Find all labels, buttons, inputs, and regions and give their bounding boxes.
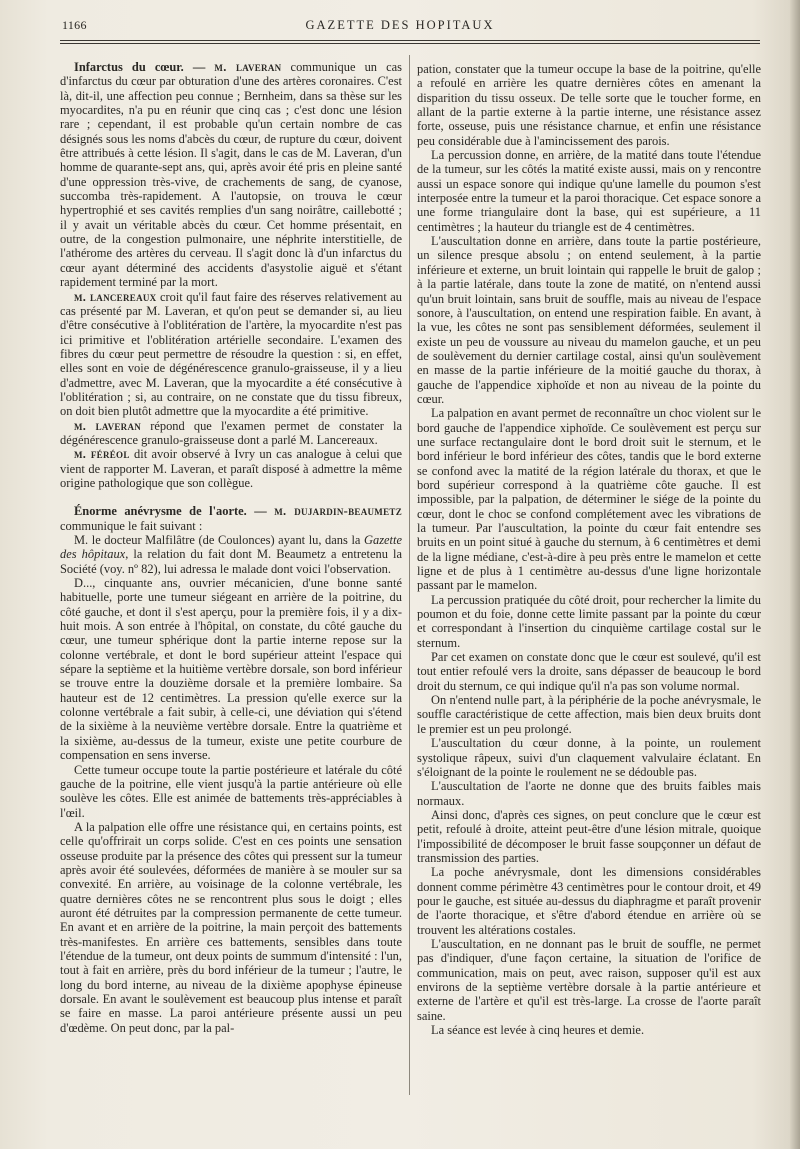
paragraph-text: croit qu'il faut faire des réserves relativement au cas présenté par M. Laveran, et qu'on peut se demander si, au lieu d'être consécutive à l'oblitération de l'artère, la myocardite n'est pas ici primitive et l'oblitération artérielle secondaire. L'examen des fibres du cœur peut permettre de résoudre la question : si, en effet, elles sont en voie de dégénérescence granulo-graisseuse, il y a lieu d'admettre, avec M. Laveran, que la myocardite a été consécutive à l'oblitération ; si, au contraire, on ne constate que du tissu fibreux, on doit bien plutôt admettre que la myocardite a été primitive. — [60, 289, 402, 419]
paragraph-palpation: A la palpation elle offre une résistance qui, en certains points, est celle qu'offrirait un corps solide. C'est en ces points une sensation osseuse produite par la présence des côtes qui pressent sur la tumeur après avoir été soulevées, déformées de manière à se mouler sur sa convexité. En arrière, au voisinage de la colonne vertébrale, les quatre dernières côtes ne se rencontrent plus sous le doigt ; elles auront été détruites par la compression permanente de cette tumeur. En avant et en arrière de la poitrine, la main perçoit des battements très-manifestes. En arrière ces battements, sensibles dans toute l'étendue de la tumeur, ont deux points de summum d'intensité : l'un, tout à fait en arrière, près du bord inférieur de la tumeur ; l'autre, le long du bord interne, au niveau de la dixième apophyse épineuse dorsale. En avant le soulèvement est beaucoup plus intense et paraît se faire en masse. La paroi antérieure présente aussi un peu d'œdème. On peut donc, par la pal- — [60, 819, 402, 1035]
paragraph-malfilatre — [60, 533, 402, 576]
paragraph-text: communique un cas d'infarctus du cœur par obturation d'une des artères coronaires. C'est là, dit-il, une affection peu connue ; Bernheim, dans sa thèse sur les myocardites, n'a pu en réunir que cinq cas ; c'est donc une lésion rare ; cependant, il est probable qu'un certain nombre de cas désignés sous les noms d'abcès du cœur, de rupture du cœur, doivent être attribués à cette lésion. Il s'agit, dans le cas de M. Laveran, d'un homme de quarante-sept ans, qui, après avoir été pris en pleine santé d'une oppression très-vive, de crachements de sang, de cyanose, succomba très-rapidement. A l'autopsie, on trouva le cœur hypertrophié et ses cavités remplies d'un sang noirâtre, caillebotté ; il y avait un véritable abcès du cœur. Cet homme présentait, en outre, de la congestion pulmonaire, une néphrite interstitielle, de l'athérome des artères du cerveau. Il s'agit donc là d'un infarctus du cœur ayant déterminé des accidents d'asystolie aiguë et s'étant rapidement terminé par la mort. — [60, 60, 402, 290]
paragraph-lancereaux — [60, 290, 402, 419]
journal-title: Gazette des hôpitaux — [60, 533, 402, 562]
paragraph-text: communique le fait suivant : — [60, 518, 203, 533]
header-rule-thin — [60, 40, 760, 41]
section-heading-infarctus: Infarctus du cœur. — — [74, 60, 215, 74]
right-column — [417, 62, 761, 1037]
paragraph-orifice: L'auscultation, en ne donnant pas le bruit de souffle, ne permet pas d'indiquer, d'une façon certaine, la situation de l'orifice de communication, mais on peut, avec raison, supposer qu'il est aux environs de la septième vertèbre dorsale à la partie antérieure et externe de l'artère et qu'il est très-large. La crosse de l'aorte paraît saine. — [417, 936, 761, 1023]
left-column — [60, 60, 402, 1035]
paragraph-percussion-droite: La percussion pratiquée du côté droit, pour rechercher la limite du poumon et du foie, donne cette limite passant par la pointe du cœur et correspondant à l'insertion du cinquième cartilage costal sur le sternum. — [417, 592, 761, 650]
paragraph-auscultation: L'auscultation donne en arrière, dans toute la partie postérieure, un silence presque absolu ; on entend seulement, à la partie inférieure et externe, un bruit lointain qui rappelle le bruit de galop ; à la partie latérale, dans toute la zone de matité, on n'entend aussi qu'un bruit lointain, sans bruit de souffle, mais au niveau de l'espace sonore, à l'auscultation, on entend une respiration faible. En avant, à la vue, les côtes ne sont pas sensiblement déformées, seulement il existe un peu de voussure au niveau du mamelon gauche, et un peu de soulèvement du dernier cartilage costal, ainsi qu'un soulèvement en masse de la partie inférieure de la moitié gauche du thorax, à gauche de l'appendice xiphoïde et non au niveau de la pointe du cœur. — [417, 234, 761, 406]
page-number: 1166 — [62, 18, 87, 32]
column-separator — [409, 55, 410, 1095]
paragraph-percussion: La percussion donne, en arrière, de la matité dans toute l'étendue de la tumeur, sur les côtés la matité existe aussi, mais on y rencontre aussi un espace sonore qui indique qu'une lamelle du poumon s'est interposée entre la tumeur et la paroi thoracique. Cet espace sonore a une forme triangulaire dont la base, qui est supérieure, a 11 centimètres ; la hauteur du triangle est de 4 centimètres. — [417, 148, 761, 234]
page-edge-shadow — [790, 0, 800, 1149]
paragraph-infarctus — [60, 60, 402, 290]
speaker-name: m. laveran — [74, 418, 142, 433]
page-header — [0, 0, 800, 48]
paragraph-tumeur: Cette tumeur occupe toute la partie postérieure et latérale du côté gauche de la poitrine, elle vient jusqu'à la partie antérieure où elle soulève les côtes. Elle est animée de battements très-appréciables à l'œil. — [60, 762, 402, 820]
paragraph-observation: D..., cinquante ans, ouvrier mécanicien, d'une bonne santé habituelle, porte une tumeur siégeant en arrière de la poitrine, du côté gauche, et dont il s'est aperçu, pour la première fois, il y a dix-huit mois. A son entrée à l'hôpital, on constate, du côté gauche du cœur, une tumeur sphérique dont la partie interne repose sur la colonne vertébrale, et dont le bord supérieur atteint l'espace qui sépare la septième et la huitième vertèbre dorsale, son bord inférieur se trouve entre la douzième dorsale et la première lombaire. Sa hauteur est de 12 centimètres. La pression qu'elle exerce sur la colonne vertébrale a fait subir, à celle-ci, une déviation qui s'étend de la sixième à la neuvième vertèbre dorsale. Entre la quatrième et la sixième, au-dessus de la tumeur, existe une petite courbure de compensation en sens inverse. — [60, 576, 402, 763]
paragraph-examen: Par cet examen on constate donc que le cœur est soulevé, qu'il est tout entier refoulé vers la droite, sans dépasser de beaucoup le bord droit du sternum, ce qui indique qu'il n'a pas son volume normal. — [417, 650, 761, 693]
speaker-name: m. dujardin-beaumetz — [274, 504, 402, 519]
paragraph-poche: La poche anévrysmale, dont les dimensions considérables donnent comme périmètre 43 centimètres pour le contour droit, et 49 pour le gauche, est située au-dessus du diaphragme et paraît provenir de l'aorte thoracique, et s'être d'abord étendue en arrière où se trouvent les altérations costales. — [417, 865, 761, 937]
paragraph-auscultation-aorte: L'auscultation de l'aorte ne donne que des bruits faibles mais normaux. — [417, 779, 761, 808]
paragraph-continued: pation, constater que la tumeur occupe la base de la poitrine, qu'elle a refoulé en arrière les quatre dernières côtes en amenant la disparition du tissu osseux. De telle sorte que le toucher forme, en allant de la partie externe à la partie interne, une résistance assez forte, osseuse, puis une résistance charnue, et enfin une résistance peu considérable due à l'amincissement des parois. — [417, 62, 761, 148]
paragraph-conclusion: Ainsi donc, d'après ces signes, on peut conclure que le cœur est petit, refoulé à droite, atteint peut-être d'une lésion mitrale, quoique l'impossibilité de décomposer le bruit fasse soupçonner un défaut de transmission des parties. — [417, 807, 761, 865]
speaker-name: m. féréol — [74, 447, 130, 462]
speaker-name: m. lancereaux — [74, 289, 157, 304]
section-heading-anevrysme: Énorme anévrysme de l'aorte. — — [74, 504, 275, 519]
running-title: GAZETTE DES HOPITAUX — [305, 18, 495, 32]
paragraph-auscultation-coeur: L'auscultation du cœur donne, à la pointe, un roulement systolique râpeux, suivi d'un claquement valvulaire éclatant. En s'éloignant de la pointe le roulement ne se dédouble pas. — [417, 736, 761, 779]
paragraph-souffle: On n'entend nulle part, à la périphérie de la poche anévrysmale, le souffle caractéristique de cette affection, mais bien deux bruits dont le premier est un peu prolongé. — [417, 693, 761, 736]
header-rule-thick — [60, 43, 760, 44]
paragraph-text: , la relation du fait dont M. Beaumetz a entretenu la Société (voy. nº 82), lui adressa le malade dont voici l'observation. — [60, 547, 402, 576]
paragraph-laveran-reply — [60, 419, 402, 448]
paragraph-palpation-avant: La palpation en avant permet de reconnaître un choc violent sur le bord gauche de l'appendice xiphoïde. Ce soulèvement est perçu sur une surface rectangulaire dont le bord droit suit le sternum, et le bord inférieur le bord inférieur des côtes, tandis que le bord externe se confond avec la matité de la région latérale du thorax, et que le bord supérieur correspond à la quatrième côte gauche. Il est impossible, par la palpation, de déterminer le siége de la pointe du cœur, dont le choc se confond complétement avec les vibrations de la tumeur. Par l'auscultation, la pointe du cœur fait entendre ses bruits en un point situé à gauche du sternum, à 6 centimètres et demi de la ligne médiane, c'est-à-dire à peu près entre le mamelon et cette ligne et de plus à 1 centimètre au-dessus d'une ligne horizontale passant par le mamelon. — [417, 406, 761, 593]
paragraph-text: dit avoir observé à Ivry un cas analogue à celui que vient de rapporter M. Laveran, et paraît disposé à admettre la même origine pathologique que son collègue. — [60, 447, 403, 490]
paragraph-text: répond que l'examen permet de constater la dégénérescence granulo-graisseuse dont a parlé M. Lancereaux. — [60, 418, 402, 447]
paragraph-text: M. le docteur Malfilâtre (de Coulonces) ayant lu, dans la — [74, 533, 364, 547]
paragraph-fereol — [60, 447, 402, 490]
paragraph-seance-levee: La séance est levée à cinq heures et demie. — [431, 1023, 645, 1038]
speaker-name: m. laveran — [214, 60, 282, 74]
paragraph-anevrysme — [60, 504, 402, 533]
